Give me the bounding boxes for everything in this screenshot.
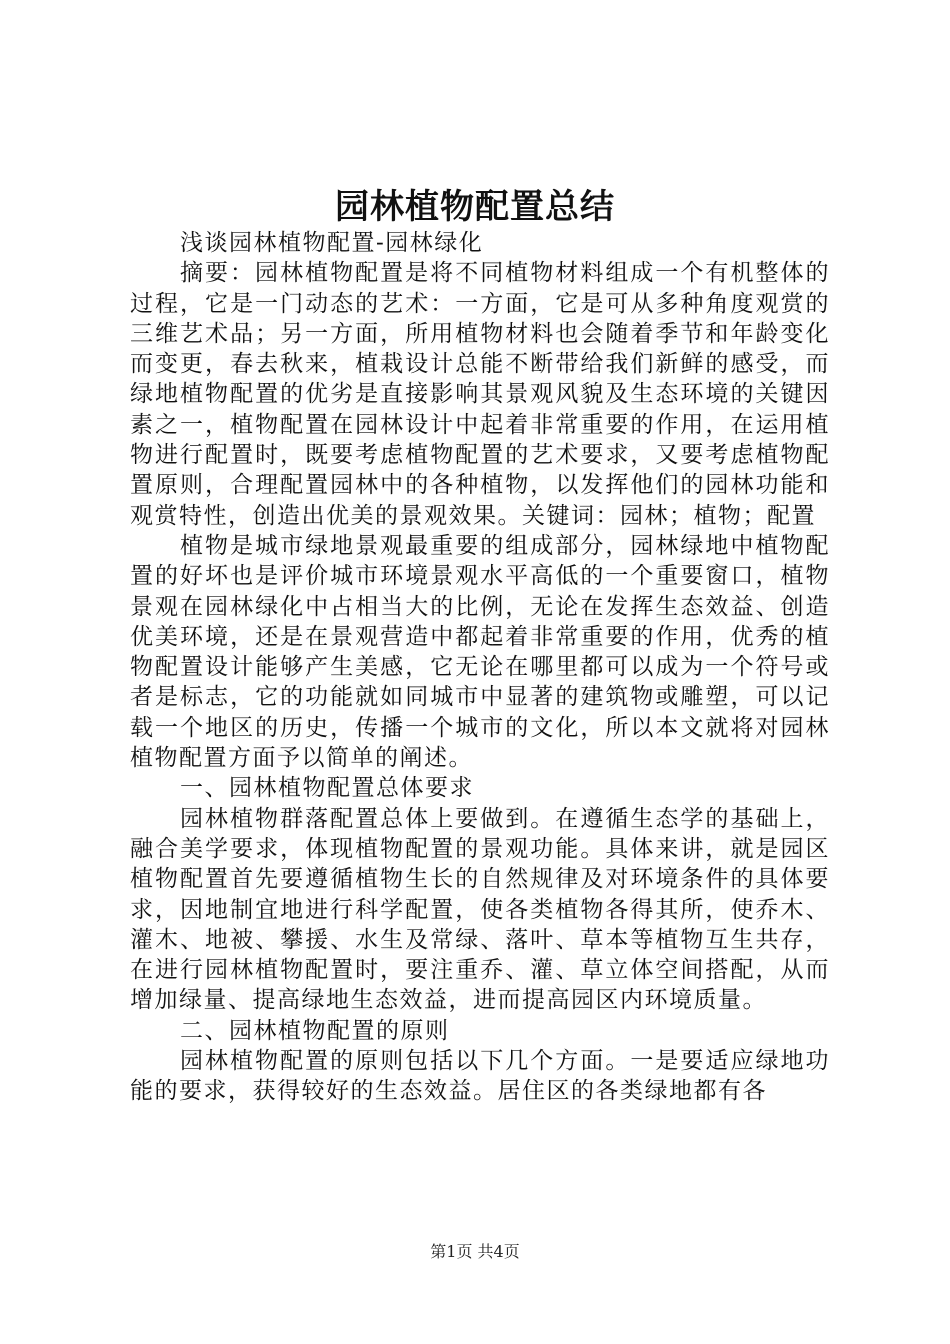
document-subtitle: 浅谈园林植物配置-园林绿化 <box>180 230 484 256</box>
section-2-paragraph: 园林植物配置的原则包括以下几个方面。一是要适应绿地功能的要求，获得较好的生态效益。居住区的各类绿地都有各 <box>130 1048 830 1105</box>
document-body <box>130 228 830 1107</box>
section-2-heading: 二、园林植物配置的原则 <box>180 1017 450 1044</box>
page-footer: 第1页 共4页 <box>430 1242 520 1261</box>
abstract-paragraph: 摘要：园林植物配置是将不同植物材料组成一个有机整体的过程，它是一门动态的艺术：一方面，它是可从多种角度观赏的三维艺术品；另一方面，所用植物材料也会随着季节和年龄变化而变更，春去秋来，植栽设计总能不断带给我们新鲜的感受，而绿地植物配置的优劣是直接影响其景观风貌及生态环境的关键因素之一，植物配置在园林设计中起着非常重要的作用，在运用植物进行配置时，既要考虑植物配置的艺术要求，又要考虑植物配置原则，合理配置园林中的各种植物，以发挥他们的园林功能和观赏特性，创造出优美的景观效果。关键词：园林；植物；配置 <box>130 260 830 529</box>
intro-paragraph: 植物是城市绿地景观最重要的组成部分，园林绿地中植物配置的好坏也是评价城市环境景观水平高低的一个重要窗口，植物景观在园林绿化中占相当大的比例，无论在发挥生态效益、创造优美环境，还是在景观营造中都起着非常重要的作用，优秀的植物配置设计能够产生美感，它无论在哪里都可以成为一个符号或者是标志，它的功能就如同城市中显著的建筑物或雕塑，可以记载一个地区的历史，传播一个城市的文化，所以本文就将对园林植物配置方面予以简单的阐述。 <box>130 532 830 772</box>
section-1-heading: 一、园林植物配置总体要求 <box>180 775 474 802</box>
document-title: 园林植物配置总结 <box>335 187 615 227</box>
section-1-paragraph: 园林植物群落配置总体上要做到。在遵循生态学的基础上，融合美学要求，体现植物配置的景观功能。具体来讲，就是园区植物配置首先要遵循植物生长的自然规律及对环境条件的具体要求，因地制宜地进行科学配置，使各类植物各得其所，使乔木、灌木、地被、攀援、水生及常绿、落叶、草本等植物互生共存，在进行园林植物配置时，要注重乔、灌、草立体空间搭配，从而增加绿量、提高绿地生态效益，进而提高园区内环境质量。 <box>130 805 830 1014</box>
